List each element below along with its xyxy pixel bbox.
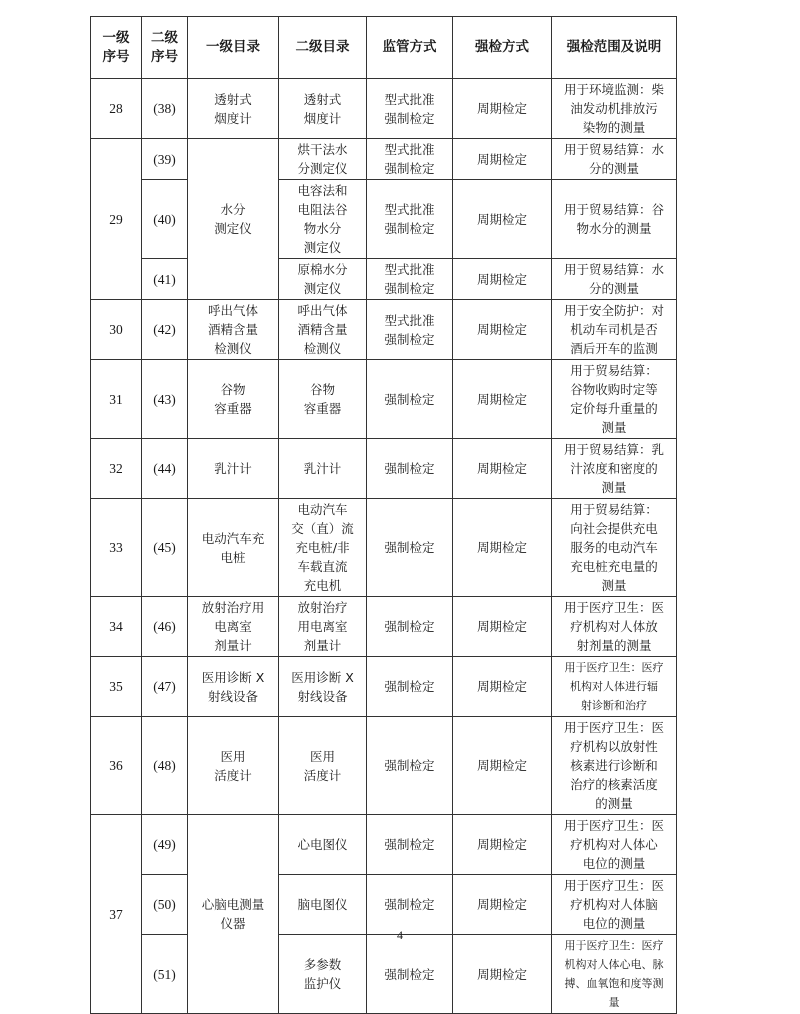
supervision: 强制检定 [367, 360, 453, 439]
supervision: 型式批准 强制检定 [367, 79, 453, 139]
l2-no: (43) [142, 360, 188, 439]
l1-dir: 医用诊断 X 射线设备 [188, 657, 279, 717]
supervision: 型式批准 强制检定 [367, 259, 453, 300]
scope: 用于环境监测：柴 油发动机排放污 染物的测量 [552, 79, 677, 139]
scope: 用于医疗卫生：医疗 机构对人体进行辐 射诊断和治疗 [552, 657, 677, 717]
l1-no: 30 [91, 300, 142, 360]
inspection: 周期检定 [453, 300, 552, 360]
scope: 用于贸易结算：水 分的测量 [552, 259, 677, 300]
l1-dir: 心脑电测量 仪器 [188, 815, 279, 1014]
l2-dir: 乳汁计 [279, 439, 367, 499]
table-row [91, 439, 677, 499]
table-row [91, 499, 677, 597]
supervision: 强制检定 [367, 717, 453, 815]
l1-no: 29 [91, 139, 142, 300]
l2-dir: 烘干法水 分测定仪 [279, 139, 367, 180]
l1-dir: 呼出气体 酒精含量 检测仪 [188, 300, 279, 360]
scope: 用于贸易结算：谷 物水分的测量 [552, 180, 677, 259]
l1-dir: 放射治疗用 电离室 剂量计 [188, 597, 279, 657]
page-number: 4 [397, 928, 403, 942]
scope: 用于医疗卫生：医 疗机构对人体心 电位的测量 [552, 815, 677, 875]
table-row [91, 259, 677, 300]
l1-no: 28 [91, 79, 142, 139]
supervision: 型式批准 强制检定 [367, 180, 453, 259]
l2-dir: 电动汽车 交（直）流 充电桩/非 车载直流 充电机 [279, 499, 367, 597]
supervision: 强制检定 [367, 439, 453, 499]
l1-dir: 谷物 容重器 [188, 360, 279, 439]
inspection: 周期检定 [453, 657, 552, 717]
l1-no: 35 [91, 657, 142, 717]
supervision: 强制检定 [367, 935, 453, 1014]
supervision: 强制检定 [367, 657, 453, 717]
scope: 用于贸易结算：水 分的测量 [552, 139, 677, 180]
l2-dir: 谷物 容重器 [279, 360, 367, 439]
l2-no: (45) [142, 499, 188, 597]
catalog-table [90, 16, 677, 1014]
scope: 用于贸易结算： 向社会提供充电 服务的电动汽车 充电桩充电量的 测量 [552, 499, 677, 597]
inspection: 周期检定 [453, 875, 552, 935]
header-inspection: 强检方式 [453, 17, 552, 79]
l2-dir: 电容法和 电阻法谷 物水分 测定仪 [279, 180, 367, 259]
table-row [91, 935, 677, 1014]
header-supervision: 监管方式 [367, 17, 453, 79]
inspection: 周期检定 [453, 439, 552, 499]
l2-no: (51) [142, 935, 188, 1014]
l2-dir: 原棉水分 测定仪 [279, 259, 367, 300]
table-row [91, 180, 677, 259]
l1-dir: 水分 测定仪 [188, 139, 279, 300]
l2-no: (46) [142, 597, 188, 657]
table-row [91, 300, 677, 360]
l2-no: (50) [142, 875, 188, 935]
table-row [91, 657, 677, 717]
l2-dir: 透射式 烟度计 [279, 79, 367, 139]
l2-dir: 医用诊断 X 射线设备 [279, 657, 367, 717]
l1-no: 36 [91, 717, 142, 815]
inspection: 周期检定 [453, 79, 552, 139]
l2-no: (40) [142, 180, 188, 259]
table-row [91, 360, 677, 439]
l2-no: (41) [142, 259, 188, 300]
l2-no: (49) [142, 815, 188, 875]
inspection: 周期检定 [453, 597, 552, 657]
table-row [91, 597, 677, 657]
inspection: 周期检定 [453, 259, 552, 300]
l2-no: (38) [142, 79, 188, 139]
table-row [91, 815, 677, 875]
scope: 用于医疗卫生：医 疗机构以放射性 核素进行诊断和 治疗的核素活度 的测量 [552, 717, 677, 815]
l1-no: 31 [91, 360, 142, 439]
header-l2-no: 二级 序号 [142, 17, 188, 79]
table-row [91, 875, 677, 935]
l1-no: 32 [91, 439, 142, 499]
inspection: 周期检定 [453, 815, 552, 875]
l1-no: 34 [91, 597, 142, 657]
inspection: 周期检定 [453, 717, 552, 815]
l2-dir: 医用 活度计 [279, 717, 367, 815]
header-l1-dir: 一级目录 [188, 17, 279, 79]
header-row [91, 17, 677, 79]
table-row [91, 139, 677, 180]
header-l2-dir: 二级目录 [279, 17, 367, 79]
l1-no: 37 [91, 815, 142, 1014]
l2-dir: 放射治疗 用电离室 剂量计 [279, 597, 367, 657]
inspection: 周期检定 [453, 180, 552, 259]
header-l1-no: 一级 序号 [91, 17, 142, 79]
l1-dir: 透射式 烟度计 [188, 79, 279, 139]
l2-no: (47) [142, 657, 188, 717]
header-scope: 强检范围及说明 [552, 17, 677, 79]
scope: 用于医疗卫生：医 疗机构对人体脑 电位的测量 [552, 875, 677, 935]
l2-dir: 呼出气体 酒精含量 检测仪 [279, 300, 367, 360]
supervision: 型式批准 强制检定 [367, 300, 453, 360]
l1-no: 33 [91, 499, 142, 597]
supervision: 强制检定 [367, 499, 453, 597]
table-row [91, 79, 677, 139]
scope: 用于贸易结算： 谷物收购时定等 定价每升重量的 测量 [552, 360, 677, 439]
supervision: 型式批准 强制检定 [367, 139, 453, 180]
l2-no: (42) [142, 300, 188, 360]
l2-no: (44) [142, 439, 188, 499]
l2-no: (39) [142, 139, 188, 180]
inspection: 周期检定 [453, 360, 552, 439]
l1-dir: 电动汽车充 电桩 [188, 499, 279, 597]
table-row [91, 717, 677, 815]
l2-no: (48) [142, 717, 188, 815]
l1-dir: 医用 活度计 [188, 717, 279, 815]
inspection: 周期检定 [453, 499, 552, 597]
l2-dir: 脑电图仪 [279, 875, 367, 935]
inspection: 周期检定 [453, 935, 552, 1014]
l2-dir: 心电图仪 [279, 815, 367, 875]
scope: 用于医疗卫生：医疗 机构对人体心电、脉 搏、血氧饱和度等测 量 [552, 935, 677, 1014]
l1-dir: 乳汁计 [188, 439, 279, 499]
l2-dir: 多参数 监护仪 [279, 935, 367, 1014]
scope: 用于医疗卫生：医 疗机构对人体放 射剂量的测量 [552, 597, 677, 657]
scope: 用于贸易结算：乳 汁浓度和密度的 测量 [552, 439, 677, 499]
supervision: 强制检定 [367, 597, 453, 657]
scope: 用于安全防护：对 机动车司机是否 酒后开车的监测 [552, 300, 677, 360]
inspection: 周期检定 [453, 139, 552, 180]
supervision: 强制检定 [367, 815, 453, 875]
supervision: 强制检定 [367, 875, 453, 935]
